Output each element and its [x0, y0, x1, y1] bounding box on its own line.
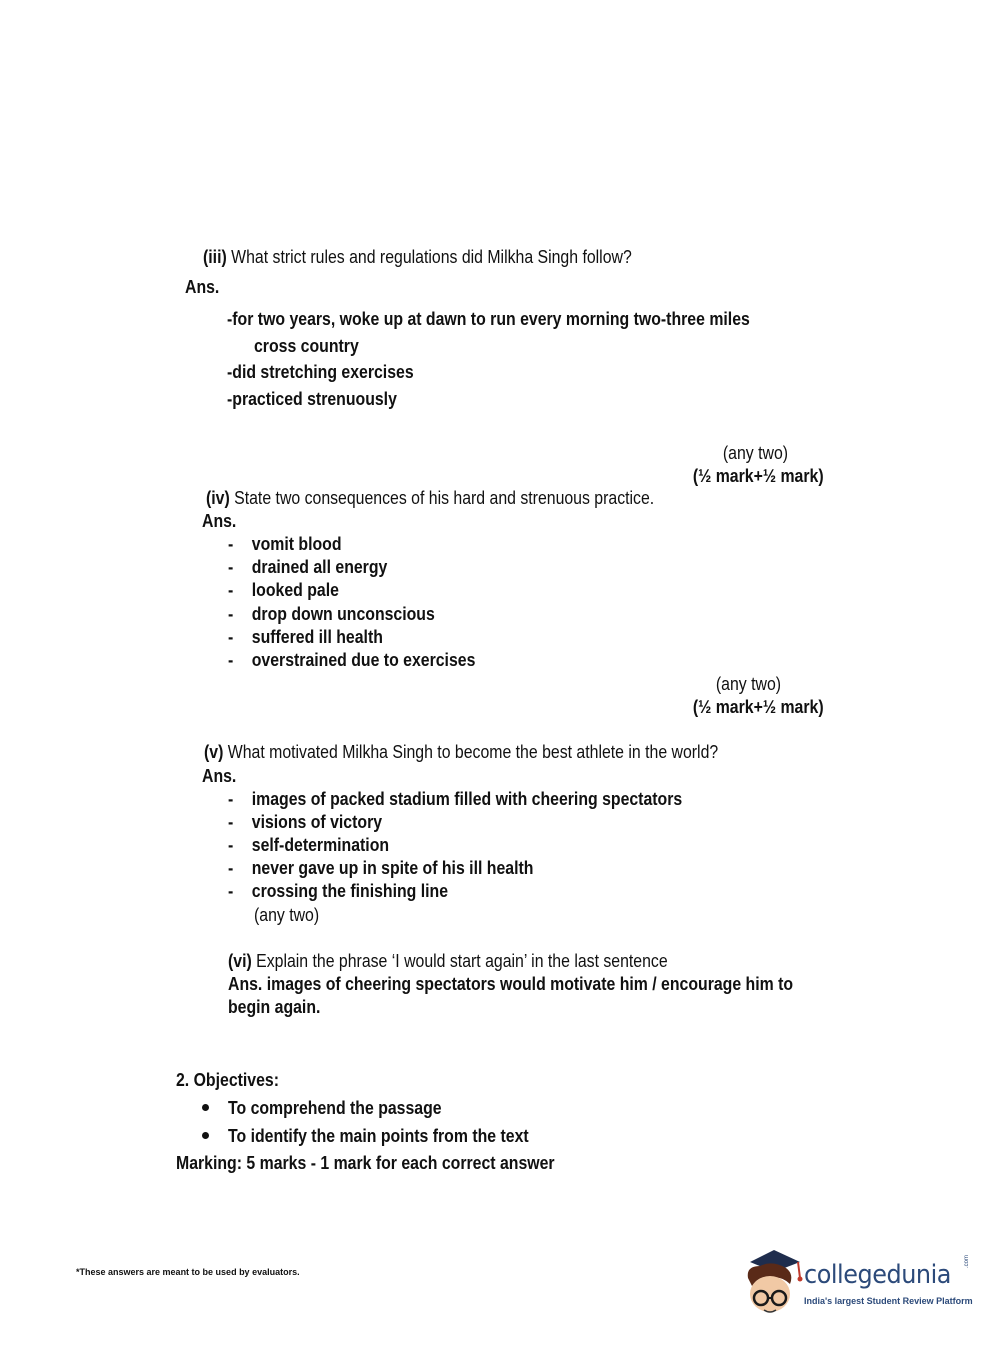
objective-item: To identify the main points from the text — [228, 1126, 529, 1146]
objective-item: To comprehend the passage — [228, 1098, 442, 1118]
marks-note: (½ mark+½ mark) — [693, 697, 824, 717]
answer-label: Ans. — [185, 277, 220, 297]
marking-scheme: Marking: 5 marks - 1 mark for each correct answer — [176, 1153, 555, 1173]
objectives-title: 2. Objectives: — [176, 1070, 280, 1090]
bullet-icon — [202, 1132, 209, 1139]
any-two-note: (any two) — [722, 443, 788, 463]
bullet-icon — [202, 1104, 209, 1111]
answer-point: - suffered ill health — [228, 627, 383, 647]
mascot-icon — [742, 1248, 804, 1318]
answer-point: - vomit blood — [228, 534, 342, 554]
answer-point: - looked pale — [228, 580, 339, 600]
answer-point: - never gave up in spite of his ill health — [228, 858, 534, 878]
question-vi — [228, 950, 668, 972]
answer-point: -did stretching exercises — [227, 362, 414, 382]
marks-note: (½ mark+½ mark) — [693, 466, 824, 486]
answer-point: -for two years, woke up at dawn to run every morning two-three miles — [227, 309, 750, 329]
question-text: Explain the phrase ‘I would start again’ in the last sentence — [251, 951, 668, 971]
question-v — [204, 741, 718, 763]
question-number: (iv) — [206, 488, 230, 508]
answer-text-continued: begin again. — [228, 997, 321, 1017]
answer-label: Ans. — [202, 511, 237, 531]
question-number: (vi) — [228, 951, 252, 971]
answer-point: - overstrained due to exercises — [228, 650, 476, 670]
answer-point: - drained all energy — [228, 557, 388, 577]
question-text: What strict rules and regulations did Milkha Singh follow? — [226, 247, 632, 267]
answer-point: - crossing the finishing line — [228, 881, 449, 901]
any-two-note: (any two) — [715, 674, 781, 694]
answer-point: - self-determination — [228, 835, 390, 855]
question-number: (v) — [204, 742, 224, 762]
collegedunia-logo — [742, 1248, 982, 1318]
answer-text: Ans. images of cheering spectators would motivate him / encourage him to — [228, 974, 794, 994]
answer-point: - drop down unconscious — [228, 604, 435, 624]
question-iii — [203, 246, 632, 268]
any-two-note: (any two) — [254, 905, 320, 925]
question-number: (iii) — [203, 247, 227, 267]
answer-point: - visions of victory — [228, 812, 383, 832]
logo-tagline: India's largest Student Review Platform — [804, 1296, 973, 1306]
evaluator-note: *These answers are meant to be used by evaluators. — [76, 1267, 300, 1277]
answer-point: -practiced strenuously — [227, 389, 397, 409]
logo-wordmark: collegedunia — [804, 1260, 951, 1290]
answer-label: Ans. — [202, 766, 237, 786]
answer-point: - images of packed stadium filled with cheering spectators — [228, 789, 683, 809]
logo-suffix: .com — [964, 1254, 970, 1268]
question-text: What motivated Milkha Singh to become the best athlete in the world? — [223, 742, 719, 762]
question-iv — [206, 487, 654, 509]
question-text: State two consequences of his hard and strenuous practice. — [229, 488, 655, 508]
answer-point-continued: cross country — [254, 336, 359, 356]
